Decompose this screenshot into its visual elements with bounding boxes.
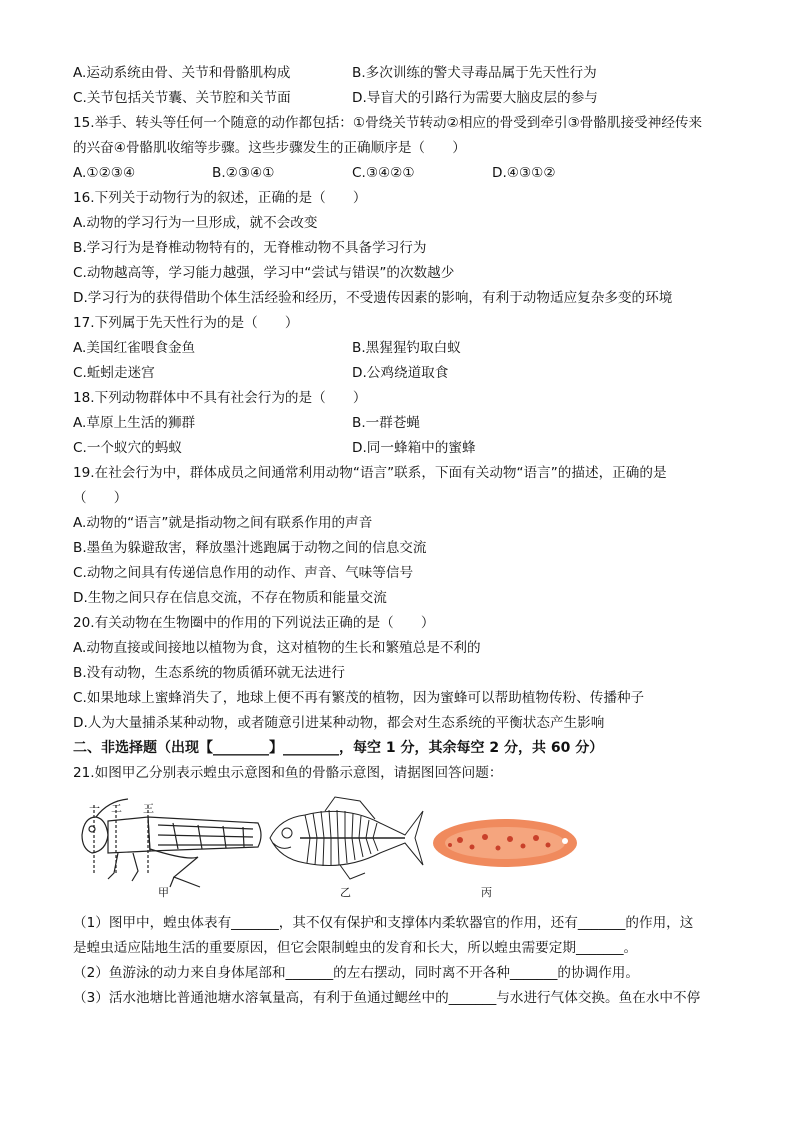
- q15-option-b: B.②③④①: [212, 165, 275, 181]
- q19-option-c: C.动物之间具有传递信息作用的动作、声音、气味等信号: [73, 565, 414, 581]
- q14-option-d: D.导盲犬的引路行为需要大脑皮层的参与: [352, 90, 598, 106]
- section-heading: 二、非选择题（出现【________】________，每空 1 分，其余每空 2 分，共 60 分）: [73, 740, 604, 756]
- q17-option-d: D.公鸡绕道取食: [352, 365, 449, 381]
- fig-label-1: 一: [89, 802, 100, 815]
- q18-option-c: C.一个蚁穴的蚂蚁: [73, 440, 182, 456]
- q20-option-b: B.没有动物，生态系统的物质循环就无法进行: [73, 665, 345, 681]
- q15-option-d: D.④③①②: [492, 165, 556, 181]
- q16-option-c: C.动物越高等，学习能力越强，学习中“尝试与错误”的次数越少: [73, 265, 455, 281]
- caption-bing: 丙: [481, 886, 492, 899]
- q17-option-a: A.美国红雀喂食金鱼: [73, 340, 196, 356]
- q17-stem: 17.下列属于先天性行为的是（ ）: [73, 315, 299, 331]
- fig-label-3: 三: [143, 802, 154, 815]
- caption-jia: 甲: [158, 886, 169, 899]
- q18-stem: 18.下列动物群体中不具有社会行为的是（ ）: [73, 390, 367, 406]
- q16-option-b: B.学习行为是脊椎动物特有的，无脊椎动物不具备学习行为: [73, 240, 427, 256]
- flatworm-figure: [430, 815, 580, 871]
- q14-option-b: B.多次训练的警犬寻毒品属于先天性行为: [352, 65, 597, 81]
- q18-option-d: D.同一蜂箱中的蜜蜂: [352, 440, 476, 456]
- q20-option-c: C.如果地球上蜜蜂消失了，地球上便不再有繁茂的植物，因为蜜蜂可以帮助植物传粉、传播种子: [73, 690, 645, 706]
- q18-option-a: A.草原上生活的狮群: [73, 415, 196, 431]
- fig-label-2: 二: [111, 802, 122, 815]
- q19-stem-line2: （ ）: [73, 490, 128, 506]
- fish-skeleton-figure: [265, 793, 425, 883]
- q17-option-b: B.黑猩猩钓取白蚁: [352, 340, 461, 356]
- q19-option-a: A.动物的“语言”就是指动物之间有联系作用的声音: [73, 515, 373, 531]
- q21-part3: （3）活水池塘比普通池塘水溶氧量高，有利于鱼通过鳃丝中的_______与水进行气体交换。鱼在水中不停: [73, 990, 701, 1006]
- q20-stem: 20.有关动物在生物圈中的作用的下列说法正确的是（ ）: [73, 615, 435, 631]
- q15-stem-line1: 15.举手、转头等任何一个随意的动作都包括：①骨绕关节转动②相应的骨受到牵引③骨骼肌接受神经传来: [73, 115, 703, 131]
- q14-option-c: C.关节包括关节囊、关节腔和关节面: [73, 90, 291, 106]
- q15-option-a: A.①②③④: [73, 165, 136, 181]
- q20-option-d: D.人为大量捕杀某种动物，或者随意引进某种动物，都会对生态系统的平衡状态产生影响: [73, 715, 605, 731]
- q21-part1-line2: 是蝗虫适应陆地生活的重要原因，但它会限制蝗虫的发育和长大，所以蝗虫需要定期_______。: [73, 940, 638, 956]
- q18-option-b: B.一群苍蝇: [352, 415, 421, 431]
- q17-option-c: C.蚯蚓走迷宫: [73, 365, 155, 381]
- grasshopper-figure: [78, 795, 268, 895]
- q19-stem-line1: 19.在社会行为中，群体成员之间通常利用动物“语言”联系，下面有关动物“语言”的描述，正确的是: [73, 465, 667, 481]
- q14-option-a: A.运动系统由骨、关节和骨骼肌构成: [73, 65, 291, 81]
- q15-option-c: C.③④②①: [352, 165, 415, 181]
- caption-yi: 乙: [340, 886, 351, 899]
- q15-stem-line2: 的兴奋④骨骼肌收缩等步骤。这些步骤发生的正确顺序是（ ）: [73, 140, 466, 156]
- q21-stem: 21.如图甲乙分别表示蝗虫示意图和鱼的骨骼示意图，请据图回答问题：: [73, 765, 503, 781]
- q19-option-b: B.墨鱼为躲避敌害，释放墨汁逃跑属于动物之间的信息交流: [73, 540, 427, 556]
- q21-part2: （2）鱼游泳的动力来自身体尾部和_______的左右摆动，同时离不开各种_______的协调作用。: [73, 965, 639, 981]
- q16-option-d: D.学习行为的获得借助个体生活经验和经历，不受遗传因素的影响，有利于动物适应复杂多变的环境: [73, 290, 673, 306]
- q20-option-a: A.动物直接或间接地以植物为食，这对植物的生长和繁殖总是不利的: [73, 640, 481, 656]
- q16-stem: 16.下列关于动物行为的叙述，正确的是（ ）: [73, 190, 367, 206]
- q19-option-d: D.生物之间只存在信息交流，不存在物质和能量交流: [73, 590, 387, 606]
- q21-part1-line1: （1）图甲中，蝗虫体表有_______，其不仅有保护和支撑体内柔软器官的作用，还有_______的作用，这: [73, 915, 694, 931]
- q16-option-a: A.动物的学习行为一旦形成，就不会改变: [73, 215, 318, 231]
